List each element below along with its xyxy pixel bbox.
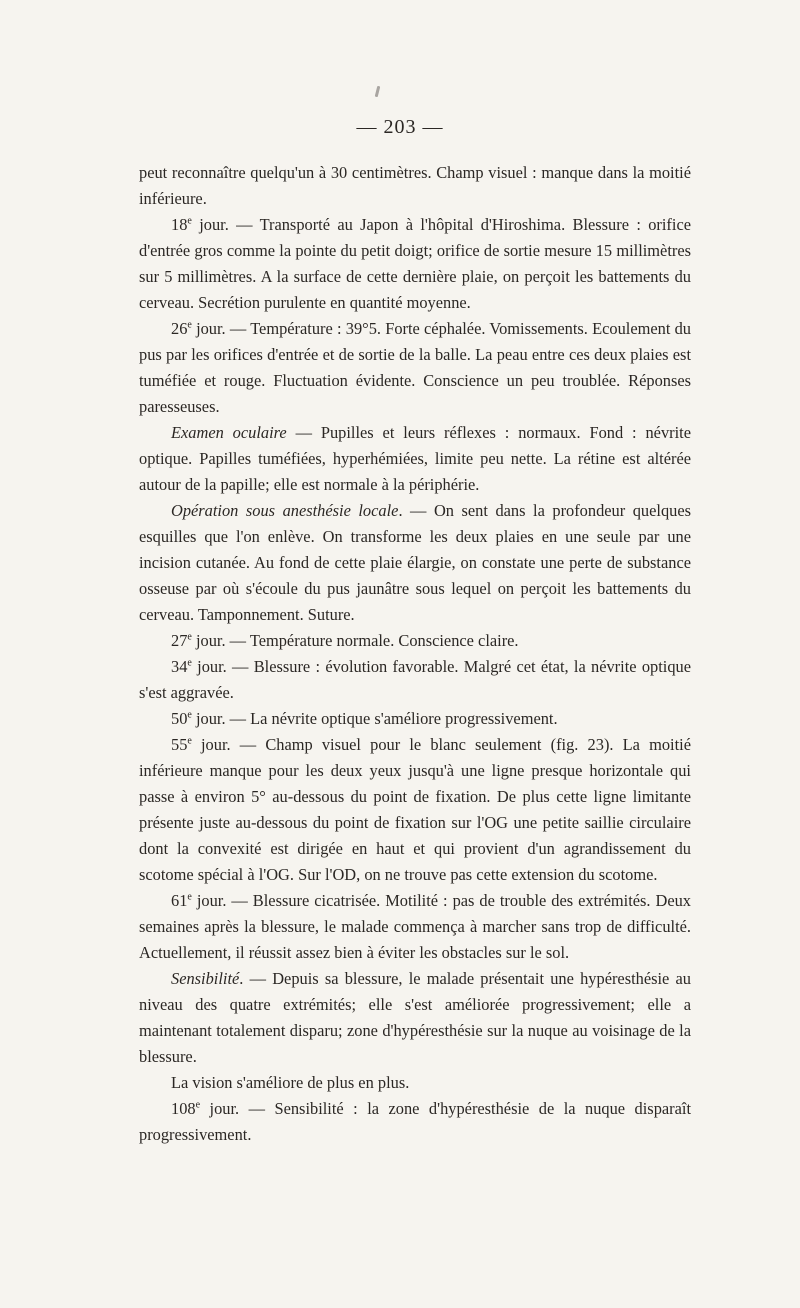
text-run: . — On sent dans la profondeur quelques esquilles que l'on enlève. On transforme les deux plaies en une seule par une incision cutanée. Au fond de cette plaie élargie, on constate une perte de substance osseuse par où s'écoule du pus jaunâtre sous lequel on perçoit les battements du cerveau. Tamponnement. Suture. — [139, 501, 691, 624]
text-run: jour. — Champ visuel pour le blanc seulement (fig. 23). La moitié inférieure manque pour les deux yeux jusqu'à une ligne presque horizontale qui passe à environ 5° au-dessous du point de fixation. De plus cette ligne limitante présente juste au-dessous du point de fixation sur l'OG une petite saillie circulaire dont la convexité est dirigée en haut et qui provient d'un agrandissement du scotome spécial à l'OG. Sur l'OD, on ne trouve pas cette extension du scotome. — [139, 735, 691, 884]
ordinal-superscript: e — [187, 735, 192, 747]
text-run: jour. — Transporté au Japon à l'hôpital d'Hiroshima. Blessure : orifice d'entrée gros comme la pointe du petit doigt; orifice de sortie mesure 15 millimètres sur 5 millimètres. A la surface de cette dernière plaie, on perçoit les battements du cerveau. Secrétion purulente en quantité moyenne. — [139, 215, 691, 312]
italic-heading: Opération sous anesthésie locale — [171, 501, 399, 520]
body-text — [139, 160, 691, 1148]
ordinal-superscript: e — [187, 709, 192, 721]
ordinal-superscript: e — [187, 657, 192, 669]
text-run: — Pupilles et leurs réflexes : normaux. Fond : névrite optique. Papilles tuméfiées, hyperhémiées, limite peu nette. La rétine est altérée autour de la papille; elle est normale à la périphérie. — [139, 423, 691, 494]
paragraph — [139, 420, 691, 498]
text-run: 18 — [171, 215, 188, 234]
italic-heading: Examen oculaire — [171, 423, 287, 442]
page-number: — 203 — — [356, 116, 444, 138]
text-run: peut reconnaître quelqu'un à 30 centimètres. Champ visuel : manque dans la moitié inférieure. — [139, 163, 691, 208]
text-run: 27 — [171, 631, 188, 650]
text-run: jour. — Blessure : évolution favorable. Malgré cet état, la névrite optique s'est aggravée. — [139, 657, 691, 702]
ordinal-superscript: e — [187, 319, 192, 331]
paragraph — [139, 654, 691, 706]
paragraph — [139, 212, 691, 316]
text-run: La vision s'améliore de plus en plus. — [171, 1073, 410, 1092]
text-run: 26 — [171, 319, 188, 338]
paragraph — [139, 1070, 691, 1096]
text-run: jour. — Blessure cicatrisée. Motilité : pas de trouble des extrémités. Deux semaines après la blessure, le malade commença à marcher sans trop de difficulté. Actuellement, il réussit assez bien à éviter les obstacles sur le sol. — [139, 891, 691, 962]
paragraph — [139, 732, 691, 888]
ordinal-superscript: e — [187, 631, 192, 643]
stray-ink-mark — [375, 86, 381, 97]
ordinal-superscript: e — [187, 891, 192, 903]
text-run: jour. — La névrite optique s'améliore progressivement. — [191, 709, 558, 728]
text-run: jour. — Température normale. Conscience claire. — [191, 631, 519, 650]
text-run: 61 — [171, 891, 188, 910]
ordinal-superscript: e — [195, 1099, 201, 1111]
paragraph — [139, 160, 691, 212]
paragraph — [139, 888, 691, 966]
italic-heading: Sensibilité — [171, 969, 240, 988]
text-run: 50 — [171, 709, 188, 728]
paragraph — [139, 316, 691, 420]
text-run: . — Depuis sa blessure, le malade présentait une hypéresthésie au niveau des quatre extrémités; elle s'est améliorée progressivement; elle a maintenant totalement disparu; zone d'hypéresthésie sur la nuque au voisinage de la blessure. — [139, 969, 691, 1066]
text-run: jour. — Température : 39°5. Forte céphalée. Vomissements. Ecoulement du pus par les orifices d'entrée et de sortie de la balle. La peau entre ces deux plaies est tuméfiée et rouge. Fluctuation évidente. Conscience un peu troublée. Réponses paresseuses. — [139, 319, 691, 416]
paragraph — [139, 1096, 691, 1148]
text-run: 55 — [171, 735, 188, 754]
ordinal-superscript: e — [187, 215, 192, 227]
text-run: 108 — [171, 1099, 196, 1118]
text-run: 34 — [171, 657, 188, 676]
paragraph — [139, 966, 691, 1070]
paragraph — [139, 706, 691, 732]
text-run: jour. — Sensibilité : la zone d'hypéresthésie de la nuque disparaît progressivement. — [139, 1099, 691, 1144]
paragraph — [139, 498, 691, 628]
paragraph — [139, 628, 691, 654]
